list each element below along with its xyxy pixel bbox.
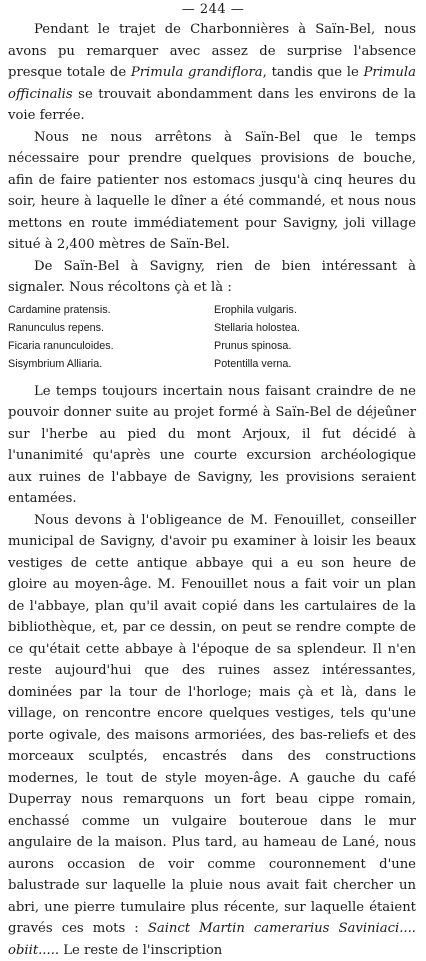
plant-list-item: Stellaria holostea. — [214, 320, 414, 337]
inscription-text: Sainct Martin camerarius Saviniaci.... obiit..... — [8, 921, 416, 958]
plant-list-item: Ficaria ranunculoides. — [8, 338, 214, 355]
paragraph-abbey-text-a: Nous devons à l'obligeance de M. Fenouillet, conseiller municipal de Savigny, d'avoir pu examiner à loisir les beaux vestiges de cette antique abbaye qui a eu son heure de gloire au moyen-âge. M. Fenouillet nous a fait voir un plan de l'abbaye, plan qu'il avait copié dans les cartulaires de la bibliothèque, et, par ce dessin, on peut se rendre compte de ce qu'était cette abbaye à l'époque de sa splendeur. Il n'en reste aujourd'hui que des ruines assez intéressantes, dominées par la tour de l'horloge; mais çà et là, dans le village, on rencontre encore quelques vestiges, tels qu'une porte ogivale, des maisons armoriées, des bas-reliefs et des morceaux sculptés, encastrés dans des constructions modernes, le tout de style moyen-âge. A gauche du café Duperray nous remarquons un fort beau cippe romain, enchassé comme un vulgaire bouteroue dans le mur angulaire de la maison. Plus tard, au hameau de Lané, nous aurons occasion de voir comme couronnement d'une balustrade sur laquelle la pluie nous avait fait chercher un abri, une pierre tumulaire plus récente, sur laquelle étaient gravés ces mots : — [8, 513, 416, 937]
paragraph-primula — [8, 19, 416, 127]
paragraph-route-savigny: De Saïn-Bel à Savigny, rien de bien intéressant à signaler. Nous récoltons çà et là : — [8, 256, 416, 299]
plant-list-item: Ranunculus repens. — [8, 320, 214, 337]
paragraph-primula-text-c: se trouvait abondamment dans les environs de la voie ferrée. — [8, 87, 416, 124]
paragraph-abbey-text-b: Le reste de l'inscription — [59, 943, 222, 958]
plant-list-item: Erophila vulgaris. — [214, 302, 414, 319]
paragraph-primula-text-b: , tandis que le — [263, 65, 364, 80]
plant-list-item: Prunus spinosa. — [214, 338, 414, 355]
paragraph-primula-text-a: Pendant le trajet de Charbonnières à Saïn-Bel, nous avons pu remarquer avec assez de surprise l'absence presque totale de — [8, 22, 416, 80]
plant-list — [8, 302, 416, 373]
paragraph-weather: Le temps toujours incertain nous faisant craindre de ne pouvoir donner suite au projet formé à Saïn-Bel de déjeûner sur l'herbe au pied du mont Arjoux, il fut décidé à l'unanimité qu'après une courte excursion archéologique aux ruines de l'abbaye de Savigny, les provisions seraient entamées. — [8, 381, 416, 510]
page-body — [8, 19, 416, 961]
paragraph-sain-bel-stop: Nous ne nous arrêtons à Saïn-Bel que le temps nécessaire pour prendre quelques provisions de bouche, afin de faire patienter nos estomacs jusqu'à cinq heures du soir, heure à laquelle le dîner a été commandé, et nous nous mettons en route immédiatement pour Savigny, joli village situé à 2,400 mètres de Saïn-Bel. — [8, 127, 416, 256]
species-primula-officinalis: Primula officinalis — [8, 65, 416, 102]
species-primula-grandiflora: Primula grandiflora — [131, 65, 263, 80]
paragraph-abbey — [8, 510, 416, 961]
plant-list-item: Cardamine pratensis. — [8, 302, 214, 319]
plant-list-item: Potentilla verna. — [214, 356, 414, 373]
plant-list-item: Sisymbrium Alliaria. — [8, 356, 214, 373]
page-number: — 244 — — [0, 2, 426, 17]
